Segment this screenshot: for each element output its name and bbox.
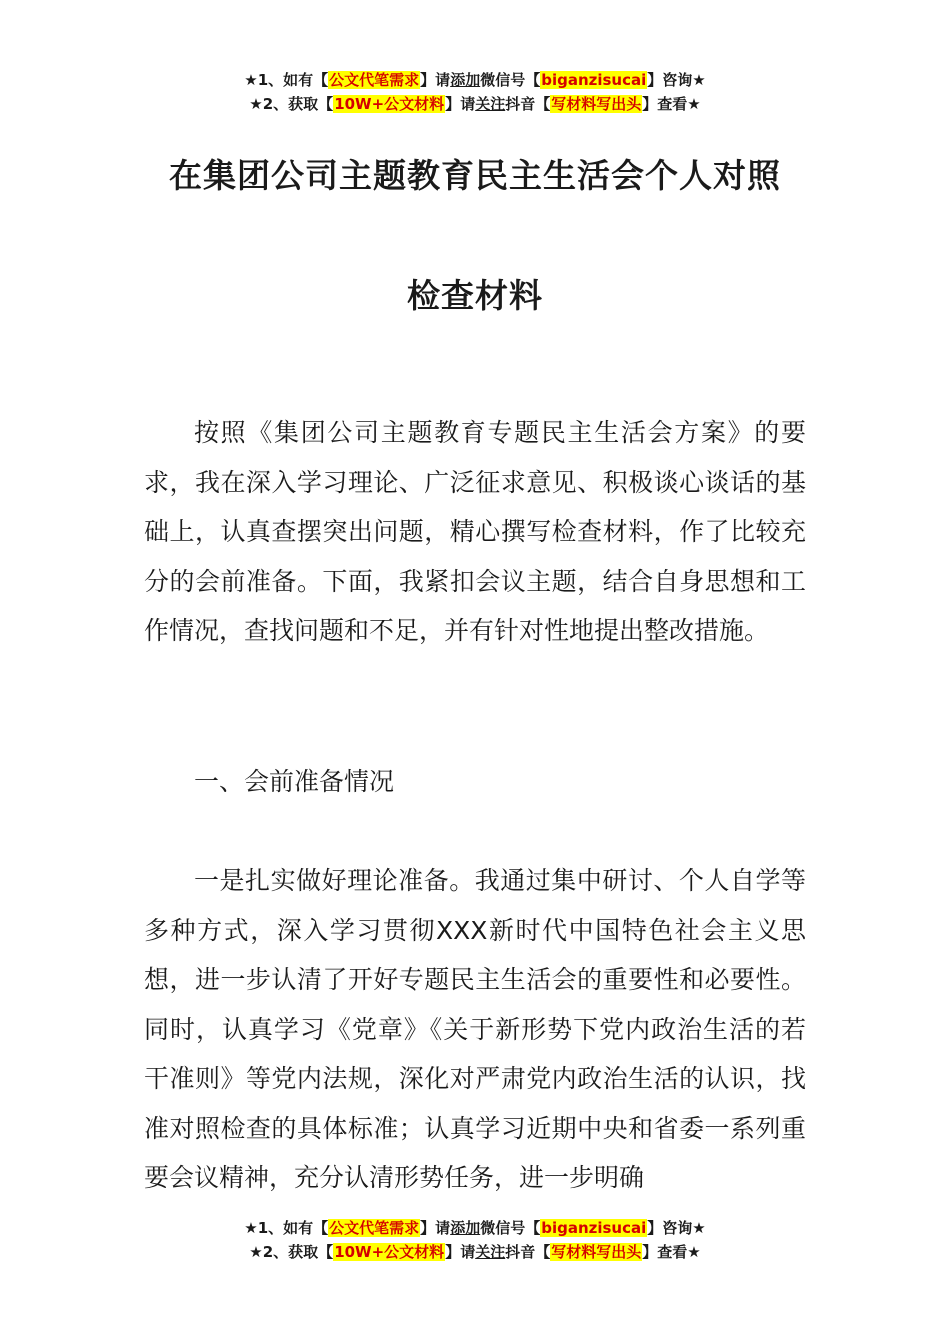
intro-paragraph: 按照《集团公司主题教育专题民主生活会方案》的要求，我在深入学习理论、广泛征求意见、积极谈心谈话的基础上，认真查摆突出问题，精心撰写检查材料，作了比较充分的会前准备。下面，我紧扣会议主题，结合自身思想和工作情况，查找问题和不足，并有针对性地提出整改措施。 xyxy=(144,418,806,645)
promo-text: 】请 xyxy=(420,1219,451,1237)
promo-text: 微信号【 xyxy=(480,1219,541,1237)
promo-douyin-id: 写材料写出头 xyxy=(551,95,642,113)
promo-wechat-id: biganzisucai xyxy=(541,1219,647,1237)
promo-banner-top xyxy=(0,68,950,116)
promo-underline: 添加 xyxy=(450,71,481,89)
promo-highlight: 公文代笔需求 xyxy=(329,71,420,89)
promo-underline: 关注 xyxy=(475,95,506,113)
promo-line-2 xyxy=(0,92,950,116)
promo-text: ★1、如有【 xyxy=(244,71,329,89)
promo-text: ★2、获取【 xyxy=(249,1243,334,1261)
promo-highlight: 10W+公文材料 xyxy=(334,1243,445,1261)
promo-text: 】查看★ xyxy=(642,95,701,113)
promo-line-1 xyxy=(0,1216,950,1240)
promo-text: 】咨询★ xyxy=(647,1219,706,1237)
promo-highlight: 10W+公文材料 xyxy=(334,95,445,113)
promo-text: 】请 xyxy=(445,1243,476,1261)
section-heading: 一、会前准备情况 xyxy=(194,767,395,796)
promo-text: 抖音【 xyxy=(505,1243,551,1261)
section-paragraph: 一是扎实做好理论准备。我通过集中研讨、个人自学等多种方式，深入学习贯彻XXX新时代中国特色社会主义思想，进一步认清了开好专题民主生活会的重要性和必要性。同时，认真学习《党章》《关于新形势下党内政治生活的若干准则》等党内法规，深化对严肃党内政治生活的认识，找准对照检查的具体标准；认真学习近期中央和省委一系列重要会议精神，充分认清形势任务，进一步明确 xyxy=(144,866,806,1192)
promo-highlight: 公文代笔需求 xyxy=(329,1219,420,1237)
document-title-line-1: 在集团公司主题教育民主生活会个人对照 xyxy=(169,156,781,195)
promo-underline: 添加 xyxy=(450,1219,481,1237)
document-title-line-2: 检查材料 xyxy=(407,276,543,315)
promo-text: 抖音【 xyxy=(505,95,551,113)
promo-text: ★2、获取【 xyxy=(249,95,334,113)
promo-wechat-id: biganzisucai xyxy=(541,71,647,89)
promo-banner-bottom xyxy=(0,1216,950,1264)
promo-text: 】请 xyxy=(445,95,476,113)
promo-line-1 xyxy=(0,68,950,92)
promo-underline: 关注 xyxy=(475,1243,506,1261)
promo-text: ★1、如有【 xyxy=(244,1219,329,1237)
promo-text: 】请 xyxy=(420,71,451,89)
promo-line-2 xyxy=(0,1240,950,1264)
promo-douyin-id: 写材料写出头 xyxy=(551,1243,642,1261)
promo-text: 】查看★ xyxy=(642,1243,701,1261)
promo-text: 】咨询★ xyxy=(647,71,706,89)
promo-text: 微信号【 xyxy=(480,71,541,89)
